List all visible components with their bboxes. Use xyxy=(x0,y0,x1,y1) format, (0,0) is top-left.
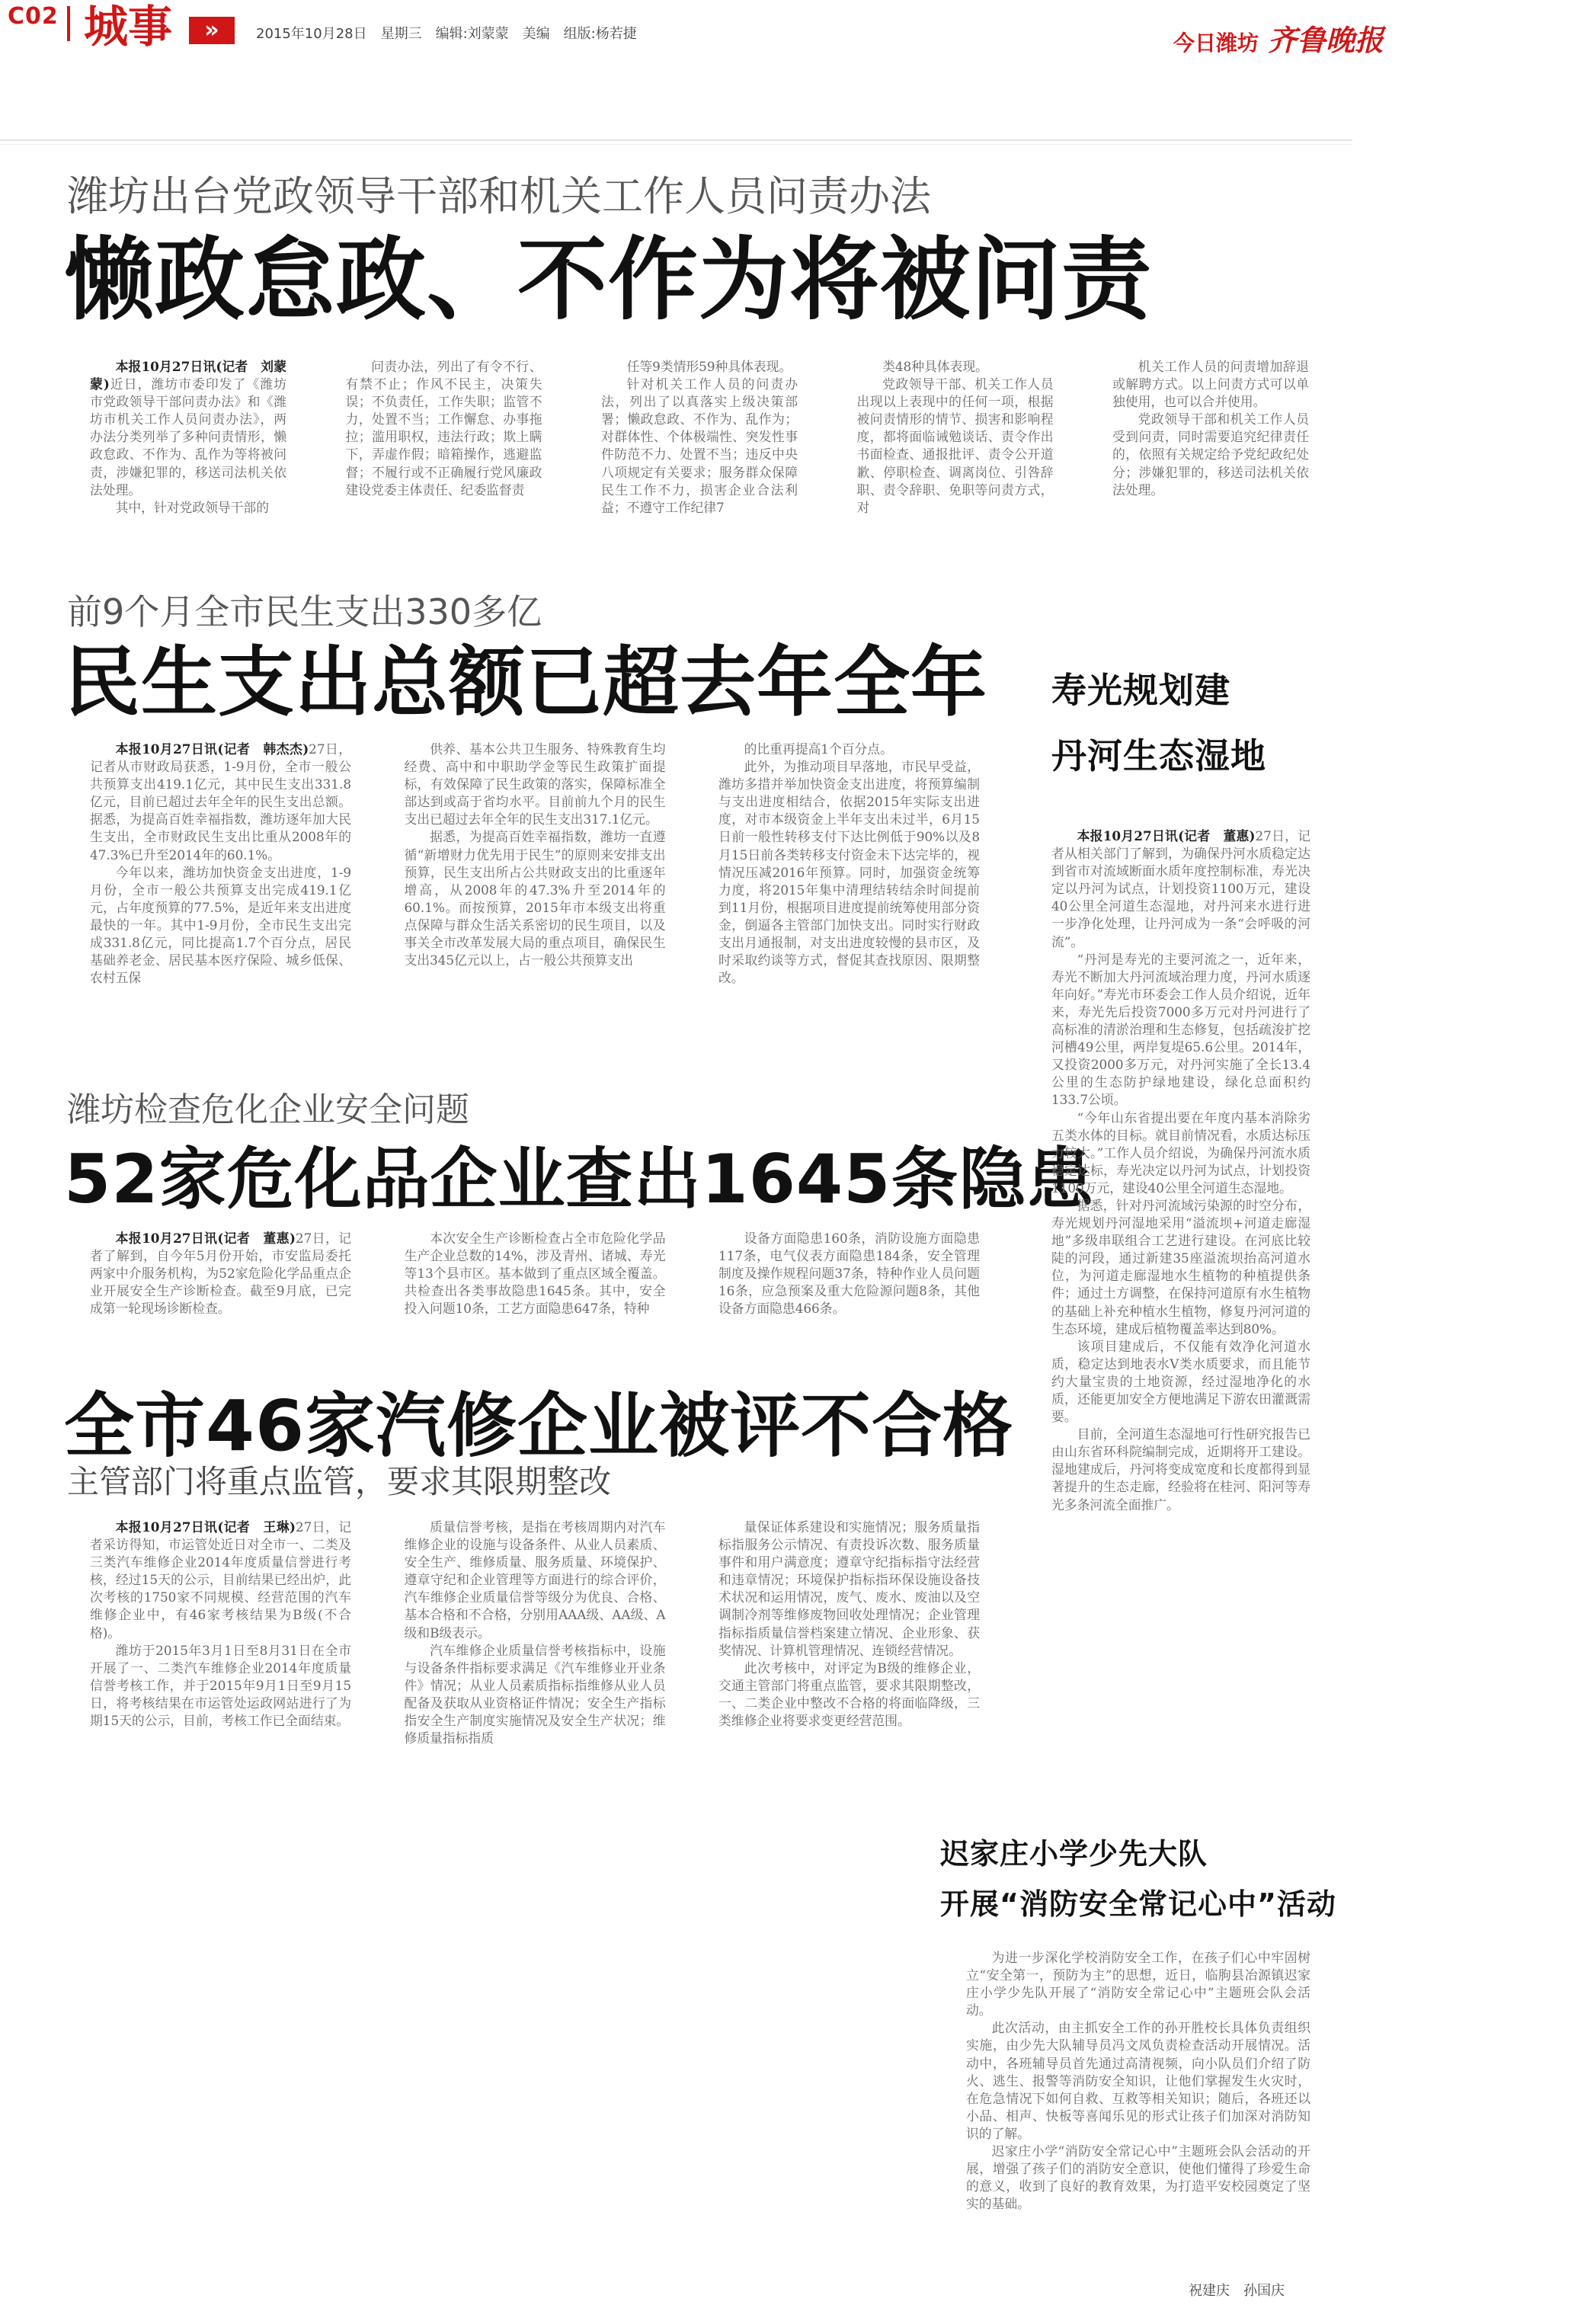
article-paragraph: 本报10月27日讯(记者 董惠)27日，记者了解到，自今年5月份开始，市安监局委托两家中介服务机构，为52家危险化学品重点企业开展安全生产诊断检查。截至9月底，已完成第一轮现场诊断检查。 xyxy=(90,1231,351,1317)
issue-info: 2015年10月28日 星期三 编辑:刘蒙蒙 美编 组版:杨若捷 xyxy=(256,26,637,42)
article-paragraph: 汽车维修企业质量信誉考核指标中，设施与设备条件指标要求满足《汽车维修业开业条件》情况；从业人员素质指标指维修从业人员配备及获取从业资格证件情况；安全生产指标指安全生产制度实施情况及安全生产状况；维修质量指标指质 xyxy=(404,1642,666,1746)
header-rule-thin xyxy=(0,144,1352,145)
header-divider xyxy=(67,6,70,41)
header-rule xyxy=(0,139,1352,141)
article-paragraph: “今年山东省提出要在年度内基本消除劣五类水体的目标。就目前情况看，水质达标压力较大。”工作人员介绍说，为确保丹河流水质稳定达标，寿光决定以丹河为试点，计划投资1100万元，建设40公里全河道生态湿地。 xyxy=(1051,1109,1310,1196)
story1-col-2 xyxy=(346,358,542,541)
newspaper-logo: 齐鲁晚报 xyxy=(1268,23,1384,57)
article-paragraph: 此外，为推动项目早落地，市民早受益，潍坊多措并举加快资金支出进度，将预算编制与支出进度相结合，依据2015年实际支出进度，对市本级资金上半年支出未过半，6月15日前一般性转移支付下达比例低于90%以及8月15日前各类转移支付资金未下达完毕的，视情况压减2016年预算。同时，加强资金统筹力度，将2015年集中清理结转结余时间提前到11月份，根据项目进度提前统筹使用部分资金，倒逼各主管部门加快支出。同时实行财政支出月通报制，对支出进度较慢的县市区，及时采取约谈等方式，督促其查找原因、限期整改。 xyxy=(718,759,980,986)
article-paragraph: 本报10月27日讯(记者 刘蒙蒙)近日，潍坊市委印发了《潍坊市党政领导干部问责办法》和《潍坊市机关工作人员问责办法》，两办法分类列举了多种问责情形，懒政怠政、不作为、乱作为等将被问责，涉嫌犯罪的，移送司法机关依法处理。 xyxy=(90,359,286,498)
story6-byline: 祝建庆 孙国庆 xyxy=(1189,2283,1285,2299)
edition-label: 今日潍坊 xyxy=(1173,30,1259,56)
article-paragraph: 潍坊于2015年3月1日至8月31日在全市开展了一、二类汽车维修企业2014年度质量信誉考核工作，并于2015年9月1日至9月15日，将考核结果在市运管处运政网站进行了为期15天的公示，目前，考核工作已全面结束。 xyxy=(90,1642,351,1729)
article-paragraph: 此次活动，由主抓安全工作的孙开胜校长具体负责组织实施，由少先大队辅导员冯文凤负责检查活动开展情况。活动中，各班辅导员首先通过高清视频，向小队员们介绍了防火、逃生、报警等消防安全知识，让他们掌握发生火灾时，在危急情况下如何自救、互救等相关知识；随后，各班还以小品、相声、快板等喜闻乐见的形式让孩子们加深对消防知识的了解。 xyxy=(966,2020,1310,2141)
story1-col-5 xyxy=(1112,358,1309,541)
article-paragraph: 本报10月27日讯(记者 韩杰杰)27日，记者从市财政局获悉，1-9月份，全市一般公共预算支出419.1亿元，其中民生支出331.8亿元，目前已超过去年全年的民生支出总额。据悉，为提高百姓幸福指数，潍坊逐年加大民生支出，全市财政民生支出比重从2008年的47.3%已升至2014年的60.1%。 xyxy=(90,741,351,863)
story3-headline: 52家危化品企业查出1645条隐患 xyxy=(64,1140,1095,1218)
article-paragraph: “丹河是寿光的主要河流之一，近年来，寿光不断加大丹河流域治理力度，丹河水质逐年向好。”寿光市环委会工作人员介绍说，近年来，寿光先后投资7000多万元对丹河进行了高标准的清淤治理和生态修复，包括疏浚扩挖河槽49公里，两岸复堤65.6公里。2014年，又投资2000多万元，对丹河实施了全长13.4公里的生态防护绿地建设，绿化总面积约133.7公顷。 xyxy=(1051,951,1310,1108)
article-paragraph: 的比重再提高1个百分点。 xyxy=(744,741,893,757)
article-paragraph: 本报10月27日讯(记者 王琳)27日，记者采访得知，市运管处近日对全市一、二类及三类汽车维修企业2014年度质量信誉进行考核，经过15天的公示，目前结果已经出炉，此次考核的1750家不同规模、经营范围的汽车维修企业中，有46家考核结果为B级(不合格)。 xyxy=(90,1519,351,1641)
page-number: C02 xyxy=(8,3,59,30)
story1-col-4 xyxy=(857,358,1054,541)
story2-col-1 xyxy=(90,741,351,1091)
article-paragraph: 设备方面隐患160条，消防设施方面隐患117条，电气仪表方面隐患184条，安全管理制度及操作规程问题37条，特种作业人员问题16条，应急预案及重大危险源问题8条，其他设备方面隐患466条。 xyxy=(718,1231,980,1317)
story2-col-2 xyxy=(405,741,666,1091)
article-paragraph: 类48种具体表现。 xyxy=(882,359,988,374)
story2-col-3 xyxy=(718,741,980,1091)
story1-kicker: 潍坊出台党政领导干部和机关工作人员问责办法 xyxy=(67,172,931,220)
story2-kicker: 前9个月全市民生支出330多亿 xyxy=(67,591,542,632)
article-paragraph: 量保证体系建设和实施情况；服务质量指标指服务公示情况、有责投诉次数、服务质量事件和用户满意度；遵章守纪指标指守法经营和违章情况；环境保护指标指环保设施设备技术状况和运用情况，废气、废水、废油以及空调制冷剂等维修废物回收处理情况；企业管理指标指质量信誉档案建立情况、企业形象、获奖情况、计算机管理情况、连锁经营情况。 xyxy=(718,1519,980,1658)
article-paragraph: 此次考核中，对评定为B级的维修企业，交通主管部门将重点监管，要求其限期整改，一、二类企业中整改不合格的将面临降级，三类维修企业将要求变更经营范围。 xyxy=(718,1660,980,1729)
article-paragraph: 据悉，为提高百姓幸福指数，潍坊一直遵循“新增财力优先用于民生”的原则来安排支出预算，民生支出所占公共财政支出的比重逐年增高，从2008年的47.3%升至2014年的60.1%。而按预算，2015年市本级支出将重点保障与群众生活关系密切的民生项目，以及事关全市改革发展大局的重点项目，确保民生支出345亿元以上，占一般公共预算支出 xyxy=(404,829,666,968)
article-paragraph: 党政领导干部、机关工作人员出现以上表现中的任何一项，根据被问责情形的情节、损害和影响程度，都将面临诫勉谈话、责令作出书面检查、通报批评、责令公开道歉、停职检查、调离岗位、引咎辞职、责令辞职、免职等问责方式，对 xyxy=(856,376,1054,515)
article-paragraph: 该项目建成后，不仅能有效净化河道水质，稳定达到地表水Ⅴ类水质要求，而且能节约大量宝贵的土地资源，经过湿地净化的水质，还能更加安全方便地满足下游农田灌溉需要。 xyxy=(1051,1338,1310,1425)
story4-body xyxy=(90,1519,980,1843)
article-paragraph: 迟家庄小学“消防安全常记心中”主题班会队会活动的开展，增强了孩子们的消防安全意识，使他们懂得了珍爱生命的意义，收到了良好的教育效果，为打造平安校园奠定了坚实的基础。 xyxy=(966,2143,1310,2212)
story4-headline: 全市46家汽修企业被评不合格 xyxy=(64,1385,1014,1467)
article-paragraph: 任等9类情形59种具体表现。 xyxy=(626,359,792,374)
story1-col-1 xyxy=(90,358,286,541)
story3-body xyxy=(90,1230,980,1375)
section-arrow-icon: » xyxy=(189,17,235,44)
article-paragraph: 目前，全河道生态湿地可行性研究报告已由山东省环科院编制完成，近期将开工建设。湿地建成后，丹河将变成宽度和长度都得到显著提升的生态走廊，经验将在桂河、阳河等寿光多条河流全面推广。 xyxy=(1051,1426,1310,1513)
story1-col-3 xyxy=(601,358,798,541)
story4-col-1 xyxy=(90,1519,351,1843)
article-paragraph: 据悉，针对丹河流域污染源的时空分布，寿光规划丹河湿地采用“溢流坝+河道走廊湿地”多级串联组合工艺进行建设。在河底比较陡的河段，通过新建35座溢流坝抬高河道水位，为河道走廊湿地水生植物的种植提供条件；通过土方调整，在保持河道原有水生植物的基础上补充种植水生植物，修复丹河河道的生态环境，建成后植物覆盖率达到80%。 xyxy=(1051,1197,1310,1336)
story6-headline-line2: 开展“消防安全常记心中”活动 xyxy=(940,1887,1336,1921)
story6-headline-line1: 迟家庄小学少先大队 xyxy=(940,1837,1208,1871)
article-paragraph: 供养、基本公共卫生服务、特殊教育生均经费、高中和中职助学金等民生政策扩面提标，有效保障了民生政策的落实，保障标准全部达到或高于省均水平。目前前九个月的民生支出已超过去年全年的民生支出317.1亿元。 xyxy=(404,741,666,827)
story4-col-2 xyxy=(405,1519,666,1843)
story5-headline-line1: 寿光规划建 xyxy=(1051,670,1230,711)
paper-masthead xyxy=(1173,17,1384,59)
article-paragraph: 质量信誉考核，是指在考核周期内对汽车维修企业的设施与设备条件、从业人员素质、安全生产、维修质量、服务质量、环境保护、遵章守纪和企业管理等方面进行的综合评价，汽车维修企业质量信誉等级分为优良、合格、基本合格和不合格，分别用AAA级、AA级、A级和B级表示。 xyxy=(404,1519,666,1641)
story2-body xyxy=(90,741,980,1091)
story4-col-3 xyxy=(718,1519,980,1843)
story2-headline: 民生支出总额已超去年全年 xyxy=(64,638,987,727)
story1-body xyxy=(90,358,1309,541)
story5-body xyxy=(1051,827,1310,1721)
story5-headline-line2: 丹河生态湿地 xyxy=(1051,735,1266,776)
article-paragraph: 今年以来，潍坊加快资金支出进度，1-9月份，全市一般公共预算支出完成419.1亿元，占年度预算的77.5%，是近年来支出进度最快的一年。其中1-9月份，全市民生支出完成331.8亿元，同比提高1.7个百分点，居民基础养老金、居民基本医疗保险、城乡低保、农村五保 xyxy=(90,864,351,986)
story3-col-1 xyxy=(90,1230,351,1375)
article-paragraph: 其中，针对党政领导干部的 xyxy=(115,499,269,515)
story3-kicker: 潍坊检查危化企业安全问题 xyxy=(67,1090,469,1129)
story1-headline: 懒政怠政、不作为将被问责 xyxy=(64,227,1153,332)
story3-col-3 xyxy=(718,1230,980,1375)
article-paragraph: 为进一步深化学校消防安全工作，在孩子们心中牢固树立“安全第一，预防为主”的思想，近日，临朐县冶源镇迟家庄小学少先队开展了“消防安全常记心中”主题班会队会活动。 xyxy=(966,1950,1310,2018)
article-paragraph: 问责办法，列出了有令不行、有禁不止；作风不民主，决策失误；不负责任，工作失职；监管不力，处置不当；工作懈怠、办事拖拉；滥用职权，违法行政；欺上瞒下，弄虚作假；暗箱操作，逃避监督；不履行或不正确履行党风廉政建设党委主体责任、纪委监督责 xyxy=(345,359,542,498)
story4-subtitle: 主管部门将重点监管，要求其限期整改 xyxy=(67,1463,612,1500)
story6-body xyxy=(966,1949,1310,2269)
story3-col-2 xyxy=(405,1230,666,1375)
article-paragraph: 机关工作人员的问责增加辞退或解聘方式。以上问责方式可以单独使用，也可以合并使用。 xyxy=(1112,359,1309,410)
article-paragraph: 本报10月27日讯(记者 董惠)27日，记者从相关部门了解到，为确保丹河水质稳定达到省市对流域断面水质年度控制标准，寿光决定以丹河为试点，计划投资1100万元，建设40公里全河道生态湿地，对丹河来水进行进一步净化处理，让丹河成为一条“会呼吸的河流”。 xyxy=(1051,828,1310,949)
article-paragraph: 本次安全生产诊断检查占全市危险化学品生产企业总数的14%，涉及青州、诸城、寿光等13个县市区。基本做到了重点区域全覆盖。共检查出各类事故隐患1645条。其中，安全投入问题10条，工艺方面隐患647条，特种 xyxy=(404,1231,666,1317)
section-title: 城事 xyxy=(84,1,173,53)
article-paragraph: 针对机关工作人员的问责办法，列出了以真落实上级决策部署；懒政怠政、不作为、乱作为；对群体性、个体极端性、突发性事件防范不力、处置不当；违反中央八项规定有关要求；服务群众保障民生工作不力，损害企业合法利益；不遵守工作纪律7 xyxy=(601,376,798,515)
article-paragraph: 党政领导干部和机关工作人员受到问责，同时需要追究纪律责任的，依照有关规定给予党纪政纪处分；涉嫌犯罪的，移送司法机关依法处理。 xyxy=(1112,411,1309,498)
